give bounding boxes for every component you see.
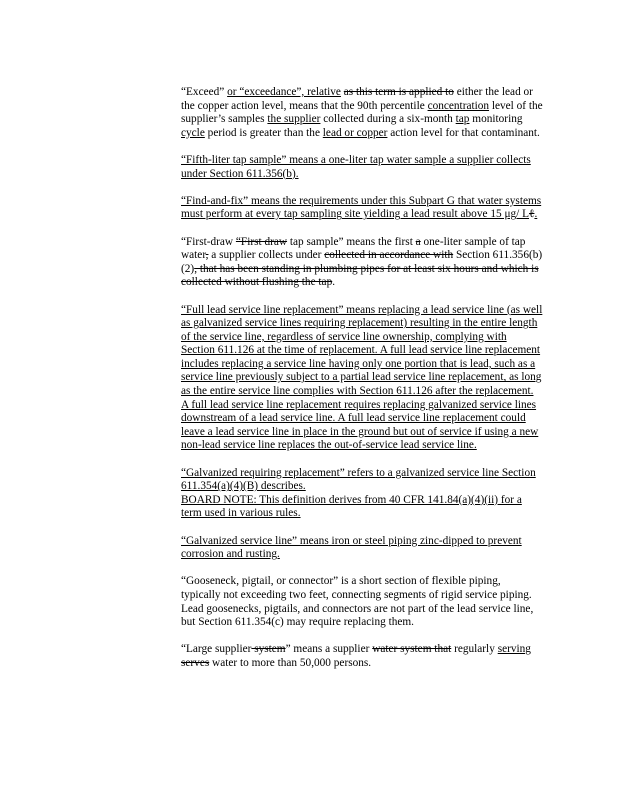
inserted-text: tap [455,113,470,126]
text-run: water to more than 50,000 persons. [209,656,372,669]
text-run: “Gooseneck, pigtail, or connector” is a short section of flexible piping, typically not exceeding two feet, connecting segments of rigid service piping. Lead goosenecks, pigtails, and connectors are not part of the lead service line, but Section 611.354(c) may require replacing them. [181,575,534,629]
text-run: either the lead or the copper action level, means that the 90th percentile [181,86,533,112]
inserted-text: “Find-and-fix” means the requirements under this Subpart G that water systems must perform at every tap sampling site yielding a lead result above 15 μg/ L [181,194,542,221]
text-run: regularly [451,643,498,656]
text-run: a supplier collects under [208,249,325,262]
text-run: “Exceed” [181,86,225,98]
struck-text: , that has been standing in plumbing pipes for at least six hours and which is collected without flushing the tap [181,262,539,289]
definition-full-lead-service-line-replacement [181,304,543,454]
definition-exceed [181,86,543,140]
struck-text: “First draw [235,235,288,248]
text-run: ” means a supplier [285,643,373,656]
struck-text: a [415,235,421,248]
text-run: action level for that contaminant. [387,126,540,139]
struck-text: water system that [372,643,452,656]
inserted-text: BOARD NOTE: This definition derives from 40 CFR 141.84(a)(4)(ii) for a term used in various rules. [181,493,522,520]
inserted-text: serving [497,643,531,656]
inserted-text: “Fifth-liter tap sample” means a one-liter tap water sample a supplier collects under Section 611.356(b). [181,153,531,180]
definition-first-draw-tap-sample [181,236,543,290]
struck-text: system [251,643,286,656]
struck-text: serves [181,656,210,669]
struck-text: as this term is applied to [343,86,454,98]
text-run: Section 611.356(b)(2) [181,249,543,275]
inserted-text: . [534,208,538,221]
text-run: “Large supplier [181,643,252,656]
definition-galvanized-requiring-replacement [181,467,543,521]
inserted-text: or “exceedance”, relative [227,86,341,98]
inserted-text: lead or copper [322,126,388,139]
struck-text: , [205,249,209,262]
text-run: one-liter sample of tap water [181,235,526,262]
inserted-text: “Galvanized requiring replacement” refers to a galvanized service line Section 611.354(a)(4)(B) describes. [181,466,536,493]
inserted-text: the supplier [267,113,321,126]
inserted-text: cycle [181,126,205,139]
struck-text: collected in accordance with [324,249,454,262]
inserted-text: “Galvanized service line” means iron or steel piping zinc-dipped to prevent corrosion and rusting. [181,534,522,561]
text-run: monitoring [469,113,523,126]
text-run: period is greater than the [204,126,323,139]
definition-find-and-fix [181,195,543,222]
inserted-text: concentration [427,99,490,112]
definition-fifth-liter-tap-sample [181,154,543,181]
struck-text: ℓ [529,208,535,221]
text-run: collected during a six-month [320,113,456,126]
text-run: tap sample” means the first [287,235,416,248]
document-page [181,86,543,684]
text-run: “First-draw [181,235,236,248]
text-run: level of the supplier’s samples [181,99,543,126]
definition-galvanized-service-line [181,535,543,562]
definition-gooseneck-pigtail-connector [181,575,543,629]
inserted-text: “Full lead service line replacement” means replacing a lead service line (as well as galvanized service lines requiring replacement) resulting in the entire length of the service line, regardless of service line ownership, complying with Section 611.126 at the time of replacement. A full lead service line replacement includes replacing a service line having only one portion that is lead, such as a service line previously subject to a partial lead service line replacement, as long as the entire service line complies with Section 611.126 after the replacement. A full lead service line replacement requires replacing galvanized service lines downstream of a lead service line. A full lead service line replacement could leave a lead service line in place in the ground but out of service if using a new non-lead service line replaces the out-of-service lead service line. [181,303,543,452]
definition-large-supplier [181,643,543,670]
text-run: . [332,276,336,289]
